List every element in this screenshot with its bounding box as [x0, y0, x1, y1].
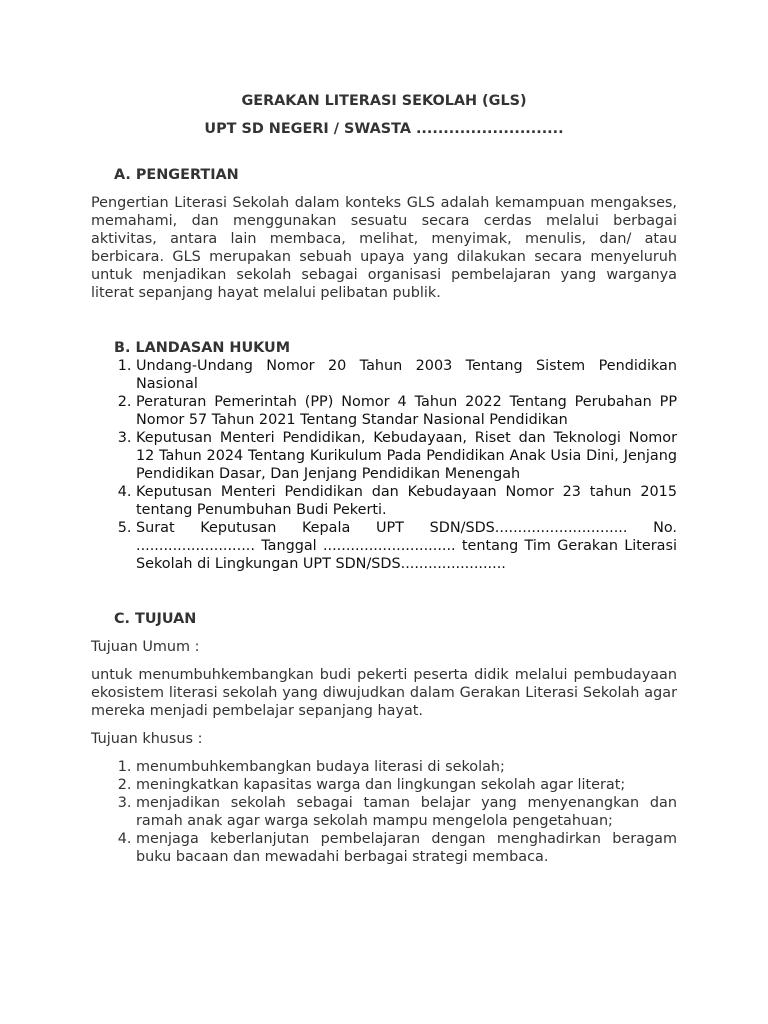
general-goal-text: untuk menumbuhkembangkan budi pekerti peserta didik melalui pembudayaan ekosistem literasi sekolah yang diwujudkan dalam Gerakan Literasi Sekolah agar mereka menjadi pembelajar sepanjang hayat.	[91, 667, 677, 719]
legal-basis-list	[91, 357, 677, 573]
section-b-heading: B. LANDASAN HUKUM	[114, 340, 291, 356]
legal-basis-item: 3. Keputusan Menteri Pendidikan, Kebudayaan, Riset dan Teknologi Nomor 12 Tahun 2024 Tentang Kurikulum Pada Pendidikan Anak Usia Dini, Jenjang Pendidikan Dasar, Dan Jenjang Pendidikan Menengah	[136, 429, 677, 483]
specific-goal-item: 2. meningkatkan kapasitas warga dan lingkungan sekolah agar literat;	[136, 776, 677, 794]
document-page	[91, 90, 677, 866]
specific-goal-list	[91, 758, 677, 866]
legal-basis-item: 2. Peraturan Pemerintah (PP) Nomor 4 Tahun 2022 Tentang Perubahan PP Nomor 57 Tahun 2021 Tentang Standar Nasional Pendidikan	[136, 393, 677, 429]
document-title: GERAKAN LITERASI SEKOLAH (GLS)	[241, 93, 527, 109]
legal-basis-item: 4. Keputusan Menteri Pendidikan dan Kebudayaan Nomor 23 tahun 2015 tentang Penumbuhan Budi Pekerti.	[136, 483, 677, 519]
legal-basis-item: 5. Surat Keputusan Kepala UPT SDN/SDS............................. No. .......................... Tanggal ............................. tentang Tim Gerakan Literasi Sekolah di Lingkungan UPT SDN/SDS.......................	[136, 519, 677, 573]
specific-goal-label: Tujuan khusus :	[91, 731, 203, 747]
legal-basis-item: 1. Undang-Undang Nomor 20 Tahun 2003 Tentang Sistem Pendidikan Nasional	[136, 357, 677, 393]
specific-goal-item: 3. menjadikan sekolah sebagai taman belajar yang menyenangkan dan ramah anak agar warga sekolah mampu mengelola pengetahuan;	[136, 794, 677, 830]
specific-goal-item: 4. menjaga keberlanjutan pembelajaran dengan menghadirkan beragam buku bacaan dan mewadahi berbagai strategi membaca.	[136, 830, 677, 866]
specific-goal-item: 1. menumbuhkembangkan budaya literasi di sekolah;	[136, 758, 677, 776]
section-a-paragraph: Pengertian Literasi Sekolah dalam konteks GLS adalah kemampuan mengakses, memahami, dan menggunakan sesuatu secara cerdas melalui berbagai aktivitas, antara lain membaca, melihat, menyimak, menulis, dan/ atau berbicara. GLS merupakan sebuah upaya yang dilakukan secara menyeluruh untuk menjadikan sekolah sebagai organisasi pembelajaran yang warganya literat sepanjang hayat melalui pelibatan publik.	[91, 195, 677, 301]
general-goal-label: Tujuan Umum :	[91, 639, 200, 655]
document-subtitle: UPT SD NEGERI / SWASTA ...........................	[204, 121, 564, 137]
section-c-heading: C. TUJUAN	[114, 611, 197, 627]
section-a-heading: A. PENGERTIAN	[114, 167, 239, 183]
